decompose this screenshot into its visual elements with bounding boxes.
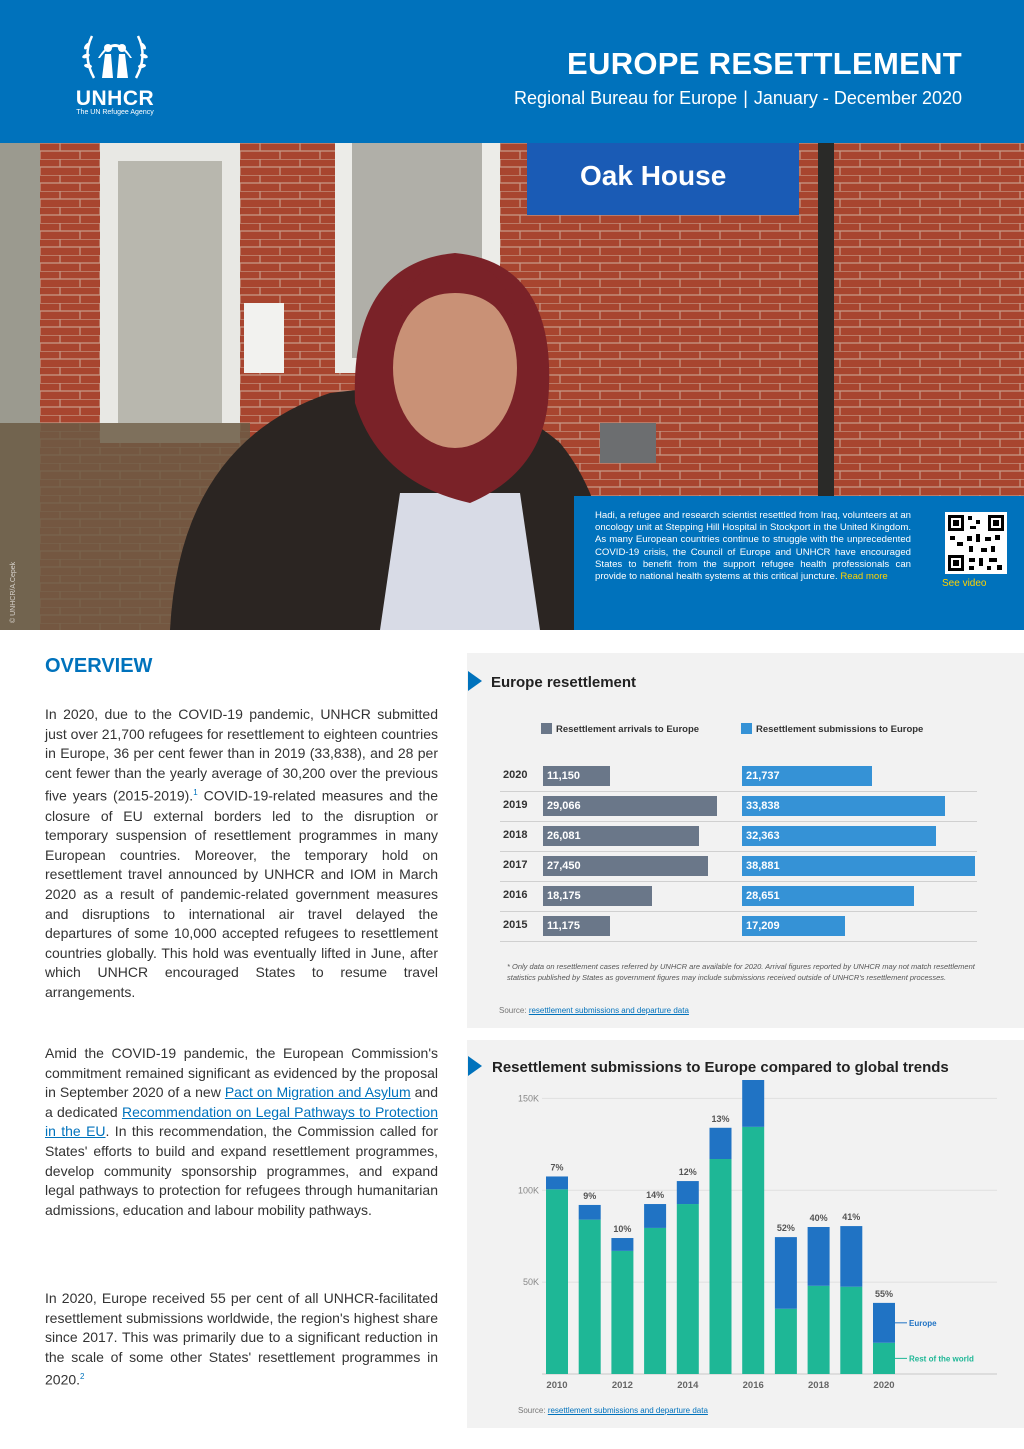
bar-value-label: 38,881 [746,860,780,872]
paragraph-2-text-b: and a dedicated [45,1084,438,1120]
rest-of-world-bar [710,1159,732,1374]
submissions-bar [742,886,914,906]
submissions-bar [742,826,936,846]
chart1-legend-arrivals [541,723,699,735]
caption-text: Hadi, a refugee and research scientist resettled from Iraq, volunteers at an oncology unit at Stepping Hill Hospital in Stockport in the United Kingdom. As many European countries continue to struggle with the unprecedented COVID-19 crisis, the Council of Europe and UNHCR have encouraged States to benefit from the support refugee health professionals can provide to national health systems at this critical juncture. [595,510,911,583]
page-subtitle [514,88,962,109]
rest-of-world-bar [840,1287,862,1374]
chart2-share-label: 7% [550,1162,564,1173]
chart2-share-label: 55% [874,1288,894,1299]
chart2-share-label: 12% [678,1167,697,1178]
europe-bar [644,1204,666,1228]
rest-of-world-bar [644,1228,666,1374]
rest-of-world-bar [808,1286,830,1374]
submissions-bar [742,916,845,936]
chart2-share-label: 13% [711,1113,730,1124]
chart-marker-icon [468,1056,482,1076]
europe-bar [742,1080,764,1127]
rest-of-world-bar [677,1204,699,1374]
oak-house-sign: Oak House [580,160,727,191]
chart1-legend-submissions [741,723,923,735]
overview-paragraph-1 [45,705,438,1003]
chart1-row-divider [500,881,977,882]
read-more-link[interactable]: Read more [840,571,888,583]
qr-code-icon [945,512,1007,574]
bar-value-label: 33,838 [746,800,780,812]
chart2-share-label: 9% [583,1190,597,1201]
page-title: EUROPE RESETTLEMENT [567,46,962,81]
bar-value-label: 28,651 [746,890,780,902]
bar-value-label: 32,363 [746,830,780,842]
pact-migration-asylum-link[interactable]: Pact on Migration and Asylum [224,1084,411,1101]
bar-value-label: 11,175 [547,920,581,932]
chart2-share-label: 52% [776,1223,795,1234]
photo-caption [595,510,911,583]
legal-pathways-recommendation-link[interactable]: Recommendation on Legal Pathways to Protection in the EU [45,1103,438,1140]
paragraph-2-text-c: . In this recommendation, the Commission called for States' efforts to build and expand resettlement programmes, develop community sponsorship programmes, and expand legal pathways to protection for refugees through humanitarian admissions, education and labour mobility pathways. [45,1123,439,1218]
chart2-y-tick-label: 150K [517,1093,539,1104]
chart2-x-tick-label: 2012 [611,1380,633,1391]
europe-bar [546,1176,568,1189]
chart1-year-label: 2016 [503,889,528,901]
photo-caption-box [574,496,1024,630]
chart-marker-icon [468,671,482,691]
submissions-bar [742,766,872,786]
subtitle-separator: | [743,88,748,108]
arrivals-bar [543,886,652,906]
chart1-source [499,1006,689,1015]
europe-bar [710,1128,732,1159]
legend-label-submissions: Resettlement submissions to Europe [756,724,924,735]
chart1-footnote: * Only data on resettlement cases referred by UNHCR are available for 2020. Arrival figures reported by UNHCR may not match resettlement statistics published by States as government figures may include submissions received outside of UNHCR's resettlement processes. [507,962,975,982]
chart1-title: Europe resettlement [491,674,637,691]
europe-bar [677,1181,699,1204]
unhcr-tagline: The UN Refugee Agency [76,109,154,116]
legend-swatch-arrivals [541,723,552,734]
photo-credit: © UNHCR/A.Cepek [10,561,17,623]
arrivals-bar [543,766,610,786]
europe-bar [611,1238,633,1251]
chart2-source-label: Source: [518,1406,546,1415]
see-video-link[interactable]: See video [942,578,987,589]
bar-value-label: 26,081 [547,830,581,842]
chart1-source-label: Source: [499,1006,527,1015]
chart2-x-tick-label: 2014 [677,1380,699,1391]
chart1-source-link[interactable]: resettlement submissions and departure data [528,1006,689,1015]
footnote-1[interactable]: 1 [193,788,198,798]
europe-bar [808,1227,830,1286]
overview-paragraph-2 [45,1044,438,1220]
unhcr-wordmark: UNHCR [75,87,155,110]
chart1-year-label: 2020 [503,769,528,781]
rest-of-world-bar [742,1127,764,1374]
bar-value-label: 27,450 [547,860,581,872]
submissions-bar [742,856,975,876]
chart2-share-label: 10% [613,1224,632,1235]
rest-of-world-bar [611,1251,633,1374]
rest-of-world-bar [546,1189,568,1374]
chart1-row-divider [500,941,977,942]
bar-value-label: 11,150 [547,770,581,782]
chart2-y-tick-label: 50K [522,1277,539,1288]
global-trends-chart [467,1080,1024,1410]
paragraph-1-text: In 2020, due to the COVID-19 pandemic, UNHCR submitted just over 21,700 refugees for resettlement to eighteen countries in Europe, 36 per cent fewer than in 2019 (33,838), and 28 per cent fewer than the yearly average of 30,200 over the previous five years (2015-2019). [45,706,439,805]
paragraph-3-text: In 2020, Europe received 55 per cent of all UNHCR-facilitated resettlement submissions worldwide, the region's highest share since 2017. This was primarily due to a significant reduction in the scale of some other States' resettlement programmes in 2020. [45,1290,438,1389]
chart1-row-divider [500,851,977,852]
chart1-year-label: 2019 [503,799,528,811]
chart1-year-label: 2018 [503,829,528,841]
unhcr-logo[interactable] [70,28,160,123]
qr-code[interactable] [945,512,1007,574]
arrivals-bar [543,826,699,846]
overview-paragraph-3 [45,1289,438,1391]
chart1-row-divider [500,911,977,912]
arrivals-bar [543,916,610,936]
bar-value-label: 18,175 [547,890,581,902]
chart2-share-label: 40% [809,1213,828,1223]
rest-of-world-bar [579,1220,601,1374]
chart2-share-label: 41% [842,1212,861,1223]
overview-heading: OVERVIEW [45,655,153,677]
chart2-y-tick-label: 100K [517,1185,539,1196]
paragraph-1-text-continued: COVID-19-related measures and the closure of EU external borders led to the disruption or temporary suspension of resettlement programmes in many European countries. Moreover, the temporary hold on resettlement travel announced by UNHCR and IOM in March 2020 as a result of pandemic-related government measures and disruptions to international air travel delayed the departures of some 10,000 accepted refugees to resettlement countries globally. This hold was eventually lifted in June, after which UNHCR encouraged States to resume travel arrangements. [45,788,439,1000]
submissions-bar [742,796,945,816]
bar-value-label: 29,066 [547,800,581,812]
footnote-2[interactable]: 2 [80,1372,85,1382]
chart1-row-divider [500,821,977,822]
chart2-source-link[interactable]: resettlement submissions and departure data [547,1406,708,1415]
paragraph-2-text-a: Amid the COVID-19 pandemic, the European Commission's commitment remained significant as evidenced by the proposal in September 2020 of a new [45,1045,438,1101]
chart2-share-label: 14% [646,1190,665,1201]
chart2-source [518,1406,708,1415]
chart2-x-tick-label: 2018 [808,1380,830,1391]
europe-bar [775,1237,797,1309]
europe-legend-label: Europe [909,1318,937,1328]
europe-bar [579,1205,601,1220]
legend-label-arrivals: Resettlement arrivals to Europe [556,724,700,735]
chart2-x-tick-label: 2020 [873,1380,895,1391]
rest-of-world-legend-label: Rest of the world [909,1354,974,1364]
laurel-family-icon [78,28,152,86]
chart2-x-tick-label: 2016 [742,1380,764,1391]
europe-bar [840,1226,862,1287]
chart2-x-tick-label: 2010 [546,1380,568,1391]
arrivals-bar [543,796,717,816]
legend-swatch-submissions [741,723,752,734]
subtitle-period: January - December 2020 [753,88,962,108]
chart1-year-label: 2017 [503,859,528,871]
subtitle-bureau: Regional Bureau for Europe [514,88,738,108]
arrivals-bar [543,856,708,876]
header-banner [0,0,1024,143]
chart1-year-label: 2015 [503,919,528,931]
bar-value-label: 21,737 [746,770,780,782]
europe-bar [873,1303,895,1343]
chart1-row-divider [500,791,977,792]
bar-value-label: 17,209 [746,920,780,932]
rest-of-world-bar [873,1343,895,1374]
rest-of-world-bar [775,1309,797,1374]
chart2-title: Resettlement submissions to Europe compared to global trends [492,1059,949,1076]
